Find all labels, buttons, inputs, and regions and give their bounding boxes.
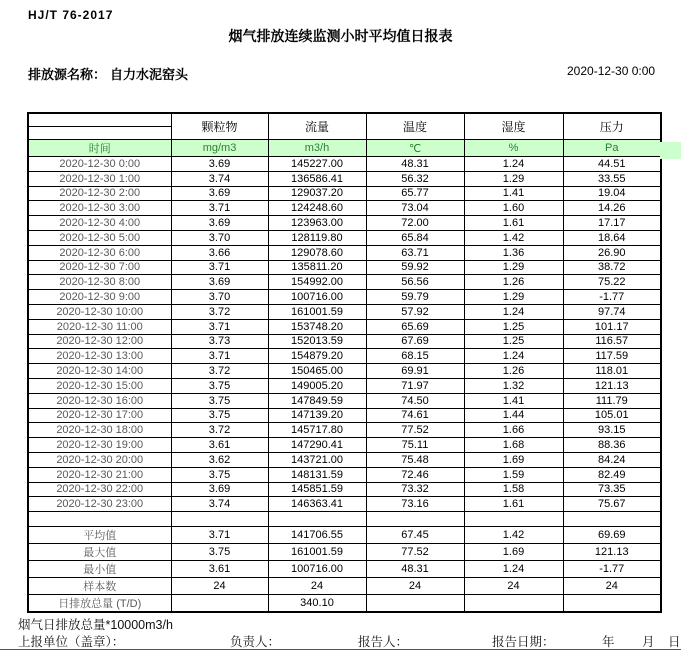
time-cell: 2020-12-30 10:00 [28,304,171,319]
value-cell: 65.69 [366,319,464,334]
summary-value-cell: 24 [464,578,563,595]
reporter-label: 报告人： [358,635,409,649]
value-cell: 1.24 [464,157,563,172]
value-cell: 1.41 [464,393,563,408]
time-cell: 2020-12-30 5:00 [28,230,171,245]
emission-source-label: 排放源名称： [28,67,107,82]
value-cell: 101.17 [563,319,661,334]
reporting-unit-label: 上报单位（盖章）： [18,635,125,649]
value-cell: 26.90 [563,245,661,260]
unit-cell-4: % [464,140,563,157]
value-cell: 18.64 [563,230,661,245]
value-cell: 73.04 [366,201,464,216]
value-cell: 73.35 [563,482,661,497]
time-cell: 2020-12-30 20:00 [28,452,171,467]
time-cell: 2020-12-30 17:00 [28,408,171,423]
value-cell: 1.69 [464,452,563,467]
value-cell: 1.42 [464,230,563,245]
summary-row [28,595,661,613]
value-cell: 145717.80 [268,423,366,438]
bottom-divider [0,649,681,650]
table-row [28,171,661,186]
value-cell: 1.61 [464,497,563,512]
summary-value-cell [366,595,464,613]
summary-row [28,527,661,544]
value-cell: 152013.59 [268,334,366,349]
summary-value-cell: 340.10 [268,595,366,613]
value-cell: 1.61 [464,216,563,231]
value-cell: 48.31 [366,157,464,172]
summary-value-cell: 121.13 [563,544,661,561]
standard-number: HJ/T 76-2017 [28,8,114,22]
summary-row [28,578,661,595]
value-cell: 148131.59 [268,467,366,482]
time-cell: 2020-12-30 4:00 [28,216,171,231]
time-cell: 2020-12-30 22:00 [28,482,171,497]
table-row [28,275,661,290]
value-cell: 3.72 [171,364,268,379]
emission-total-footnote: 烟气日排放总量*10000m3/h [18,618,173,632]
value-cell: 161001.59 [268,304,366,319]
day-label: 日 [668,635,681,649]
value-cell: 3.71 [171,260,268,275]
value-cell: 1.29 [464,260,563,275]
value-cell: 1.60 [464,201,563,216]
responsible-person-label: 负责人： [230,635,281,649]
value-cell: 65.84 [366,230,464,245]
value-cell: 56.56 [366,275,464,290]
table-row [28,378,661,393]
unit-cell-5: Pa [563,140,661,157]
value-cell: 68.15 [366,349,464,364]
time-cell: 2020-12-30 6:00 [28,245,171,260]
value-cell: -1.77 [563,290,661,305]
value-cell: 84.24 [563,452,661,467]
column-header-3: 温度 [366,113,464,140]
value-cell: 1.59 [464,467,563,482]
value-cell: 3.75 [171,378,268,393]
value-cell: 77.52 [366,423,464,438]
value-cell: 1.29 [464,290,563,305]
summary-value-cell: 3.61 [171,561,268,578]
value-cell: 1.29 [464,171,563,186]
summary-value-cell [563,595,661,613]
value-cell: 72.46 [366,467,464,482]
time-cell: 2020-12-30 13:00 [28,349,171,364]
value-cell: 1.41 [464,186,563,201]
summary-value-cell: 1.24 [464,561,563,578]
year-label: 年 [602,635,615,649]
time-cell: 2020-12-30 7:00 [28,260,171,275]
time-cell: 2020-12-30 8:00 [28,275,171,290]
time-header-cell: 时间 [28,140,171,157]
value-cell: 71.97 [366,378,464,393]
time-cell: 2020-12-30 21:00 [28,467,171,482]
table-row [28,304,661,319]
time-cell: 2020-12-30 9:00 [28,290,171,305]
spacer-cell [563,512,661,527]
value-cell: 143721.00 [268,452,366,467]
value-cell: 118.01 [563,364,661,379]
report-title: 烟气排放连续监测小时平均值日报表 [228,28,453,44]
value-cell: 3.69 [171,482,268,497]
value-cell: 111.79 [563,393,661,408]
value-cell: 3.71 [171,319,268,334]
summary-value-cell: 77.52 [366,544,464,561]
table-row [28,201,661,216]
spacer-cell [464,512,563,527]
summary-value-cell: 1.69 [464,544,563,561]
value-cell: 1.58 [464,482,563,497]
value-cell: 3.70 [171,290,268,305]
summary-value-cell: 67.45 [366,527,464,544]
time-cell: 2020-12-30 11:00 [28,319,171,334]
value-cell: 59.92 [366,260,464,275]
value-cell: 147290.41 [268,438,366,453]
value-cell: 1.68 [464,438,563,453]
spacer-cell [28,512,171,527]
time-cell: 2020-12-30 2:00 [28,186,171,201]
value-cell: 1.24 [464,349,563,364]
summary-label: 最大值 [28,544,171,561]
table-row [28,319,661,334]
spacer-cell [366,512,464,527]
units-row [28,140,661,157]
table-row [28,482,661,497]
value-cell: 154879.20 [268,349,366,364]
table-row [28,260,661,275]
value-cell: 75.48 [366,452,464,467]
unit-cell-1: mg/m3 [171,140,268,157]
value-cell: 14.26 [563,201,661,216]
value-cell: 56.32 [366,171,464,186]
value-cell: 74.50 [366,393,464,408]
table-row [28,452,661,467]
month-label: 月 [642,635,655,649]
summary-value-cell: 48.31 [366,561,464,578]
value-cell: 1.26 [464,364,563,379]
time-cell: 2020-12-30 16:00 [28,393,171,408]
summary-value-cell: 69.69 [563,527,661,544]
table-row [28,438,661,453]
table-row [28,364,661,379]
summary-label: 平均值 [28,527,171,544]
value-cell: 74.61 [366,408,464,423]
column-header-4: 湿度 [464,113,563,140]
value-cell: 1.24 [464,304,563,319]
value-cell: 3.70 [171,230,268,245]
time-cell: 2020-12-30 15:00 [28,378,171,393]
value-cell: 93.15 [563,423,661,438]
value-cell: 105.01 [563,408,661,423]
table-row [28,334,661,349]
time-col-blank-bottom [28,127,171,140]
value-cell: 146363.41 [268,497,366,512]
summary-value-cell: 24 [268,578,366,595]
table-row [28,408,661,423]
summary-value-cell [464,595,563,613]
unit-cell-2: m3/h [268,140,366,157]
emission-source-name: 自力水泥窑头 [110,67,189,82]
spacer-cell [268,512,366,527]
value-cell: 3.71 [171,349,268,364]
table-row [28,349,661,364]
value-cell: 154992.00 [268,275,366,290]
value-cell: 1.36 [464,245,563,260]
value-cell: 3.73 [171,334,268,349]
value-cell: 117.59 [563,349,661,364]
value-cell: 100716.00 [268,290,366,305]
value-cell: 129078.60 [268,245,366,260]
table-row [28,157,661,172]
column-header-2: 流量 [268,113,366,140]
summary-value-cell: 24 [563,578,661,595]
value-cell: 3.72 [171,423,268,438]
value-cell: 3.69 [171,275,268,290]
value-cell: 3.74 [171,171,268,186]
report-timestamp: 2020-12-30 0:00 [567,64,656,78]
value-cell: 3.75 [171,408,268,423]
spacer-cell [171,512,268,527]
value-cell: 59.79 [366,290,464,305]
value-cell: 75.22 [563,275,661,290]
value-cell: 1.25 [464,334,563,349]
summary-label: 最小值 [28,561,171,578]
summary-row [28,561,661,578]
summary-value-cell: 161001.59 [268,544,366,561]
summary-value-cell: 24 [366,578,464,595]
table-row [28,230,661,245]
value-cell: 97.74 [563,304,661,319]
value-cell: 149005.20 [268,378,366,393]
value-cell: 3.72 [171,304,268,319]
value-cell: 3.62 [171,452,268,467]
spacer-row [28,512,661,527]
time-cell: 2020-12-30 0:00 [28,157,171,172]
value-cell: 67.69 [366,334,464,349]
value-cell: 123963.00 [268,216,366,231]
summary-row [28,544,661,561]
value-cell: 69.91 [366,364,464,379]
time-cell: 2020-12-30 23:00 [28,497,171,512]
table-row [28,497,661,512]
time-cell: 2020-12-30 3:00 [28,201,171,216]
summary-value-cell: 24 [171,578,268,595]
green-row-overflow [660,142,681,159]
summary-value-cell: 1.42 [464,527,563,544]
value-cell: 145227.00 [268,157,366,172]
value-cell: 75.67 [563,497,661,512]
summary-value-cell: -1.77 [563,561,661,578]
value-cell: 1.44 [464,408,563,423]
summary-label: 日排放总量 (T/D) [28,595,171,613]
value-cell: 33.55 [563,171,661,186]
summary-label: 样本数 [28,578,171,595]
value-cell: 63.71 [366,245,464,260]
table-row [28,186,661,201]
value-cell: 1.26 [464,275,563,290]
value-cell: 57.92 [366,304,464,319]
time-cell: 2020-12-30 18:00 [28,423,171,438]
value-cell: 73.32 [366,482,464,497]
value-cell: 1.32 [464,378,563,393]
unit-cell-3: ℃ [366,140,464,157]
value-cell: 3.69 [171,216,268,231]
summary-value-cell: 141706.55 [268,527,366,544]
table-row [28,245,661,260]
summary-value-cell: 100716.00 [268,561,366,578]
value-cell: 75.11 [366,438,464,453]
value-cell: 147139.20 [268,408,366,423]
value-cell: 3.69 [171,157,268,172]
value-cell: 1.25 [464,319,563,334]
summary-value-cell [171,595,268,613]
value-cell: 73.16 [366,497,464,512]
hourly-average-table [27,112,662,613]
column-header-5: 压力 [563,113,661,140]
table-row [28,216,661,231]
value-cell: 88.36 [563,438,661,453]
table-row [28,290,661,305]
value-cell: 19.04 [563,186,661,201]
value-cell: 136586.41 [268,171,366,186]
time-cell: 2020-12-30 14:00 [28,364,171,379]
value-cell: 3.74 [171,497,268,512]
value-cell: 3.66 [171,245,268,260]
value-cell: 44.51 [563,157,661,172]
time-cell: 2020-12-30 19:00 [28,438,171,453]
table-row [28,393,661,408]
value-cell: 3.61 [171,438,268,453]
value-cell: 82.49 [563,467,661,482]
value-cell: 145851.59 [268,482,366,497]
value-cell: 72.00 [366,216,464,231]
value-cell: 1.66 [464,423,563,438]
value-cell: 124248.60 [268,201,366,216]
value-cell: 116.57 [563,334,661,349]
value-cell: 128119.80 [268,230,366,245]
time-cell: 2020-12-30 1:00 [28,171,171,186]
value-cell: 3.75 [171,467,268,482]
value-cell: 38.72 [563,260,661,275]
value-cell: 150465.00 [268,364,366,379]
time-col-blank-top [28,113,171,127]
value-cell: 147849.59 [268,393,366,408]
value-cell: 65.77 [366,186,464,201]
value-cell: 129037.20 [268,186,366,201]
time-cell: 2020-12-30 12:00 [28,334,171,349]
table-row [28,467,661,482]
value-cell: 153748.20 [268,319,366,334]
report-date-label: 报告日期： [492,635,555,649]
value-cell: 3.69 [171,186,268,201]
value-cell: 135811.20 [268,260,366,275]
column-header-1: 颗粒物 [171,113,268,140]
value-cell: 3.75 [171,393,268,408]
table-header-row-top [28,113,661,127]
summary-value-cell: 3.71 [171,527,268,544]
summary-value-cell: 3.75 [171,544,268,561]
value-cell: 121.13 [563,378,661,393]
table-row [28,423,661,438]
value-cell: 3.71 [171,201,268,216]
value-cell: 17.17 [563,216,661,231]
